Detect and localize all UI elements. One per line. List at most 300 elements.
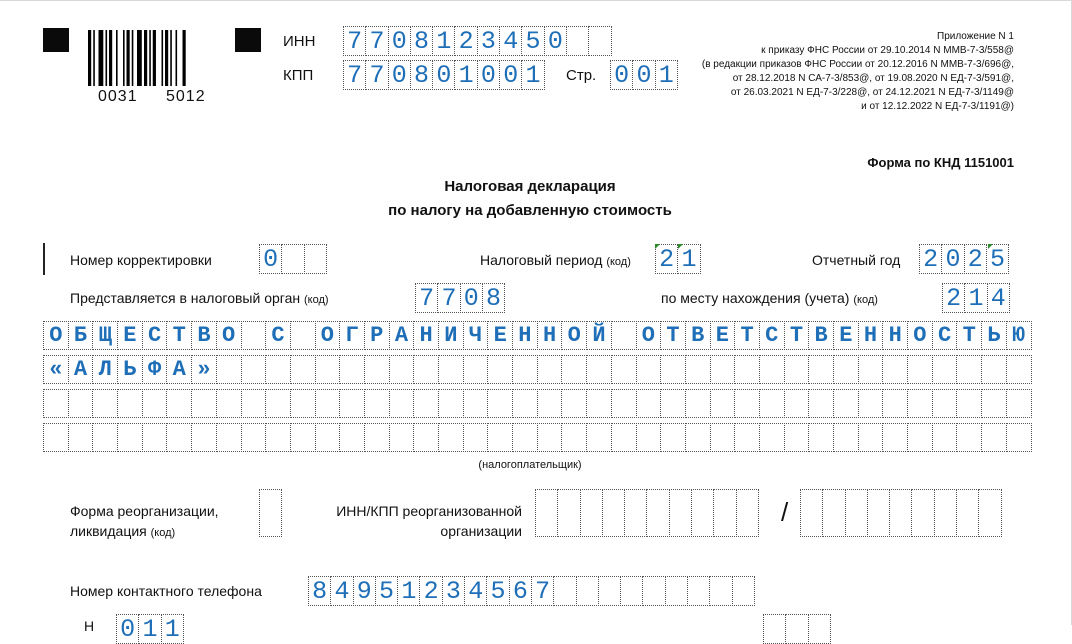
appendix-line: от 26.03.2021 N ЕД-7-3/228@, от 24.12.2021 N ЕД-7-3/1149@ bbox=[730, 87, 1014, 98]
reorg-inn-kpp-label: ИНН/КПП реорганизованной bbox=[336, 503, 522, 519]
tax-authority-label bbox=[70, 290, 329, 306]
correction-number-field[interactable] bbox=[259, 244, 326, 274]
character-cell[interactable] bbox=[602, 489, 625, 537]
character-cell[interactable] bbox=[734, 355, 760, 384]
taxpayer-name-row-1[interactable] bbox=[43, 321, 1031, 350]
tax-authority-field[interactable] bbox=[415, 283, 504, 313]
character-cell[interactable]: Н bbox=[512, 321, 538, 350]
character-cell[interactable] bbox=[800, 489, 823, 537]
character-cell[interactable] bbox=[512, 355, 538, 384]
character-cell[interactable] bbox=[736, 489, 759, 537]
character-cell[interactable] bbox=[537, 423, 563, 452]
character-cell[interactable] bbox=[665, 576, 688, 606]
character-cell[interactable]: 1 bbox=[964, 283, 987, 313]
character-cell[interactable] bbox=[882, 389, 908, 418]
character-cell[interactable] bbox=[339, 355, 365, 384]
character-cell[interactable] bbox=[364, 355, 390, 384]
character-cell[interactable]: 5 bbox=[986, 244, 1009, 274]
character-cell[interactable]: 0 bbox=[388, 60, 411, 90]
character-cell[interactable] bbox=[537, 389, 563, 418]
character-cell[interactable] bbox=[553, 576, 576, 606]
character-cell[interactable] bbox=[487, 355, 513, 384]
character-cell[interactable]: 0 bbox=[499, 60, 522, 90]
character-cell[interactable]: А bbox=[166, 355, 192, 384]
character-cell[interactable] bbox=[660, 423, 686, 452]
character-cell[interactable] bbox=[586, 423, 612, 452]
barcode-number-right: 5012 bbox=[166, 88, 206, 105]
character-cell[interactable]: Г bbox=[339, 321, 365, 350]
character-cell[interactable]: Е bbox=[833, 321, 859, 350]
character-cell[interactable] bbox=[734, 389, 760, 418]
character-cell[interactable] bbox=[241, 321, 267, 350]
character-cell[interactable]: С bbox=[265, 321, 291, 350]
character-cell[interactable] bbox=[463, 355, 489, 384]
reorg-form-field[interactable] bbox=[259, 489, 281, 537]
character-cell[interactable]: 7 bbox=[437, 283, 460, 313]
character-cell[interactable] bbox=[956, 423, 982, 452]
character-cell[interactable] bbox=[858, 389, 884, 418]
character-cell[interactable]: Й bbox=[586, 321, 612, 350]
character-cell[interactable] bbox=[598, 576, 621, 606]
character-cell[interactable] bbox=[166, 423, 192, 452]
character-cell[interactable] bbox=[759, 355, 785, 384]
character-cell[interactable] bbox=[241, 355, 267, 384]
character-cell[interactable]: В bbox=[808, 321, 834, 350]
character-cell[interactable]: Ь bbox=[981, 321, 1007, 350]
character-cell[interactable] bbox=[512, 389, 538, 418]
page-number-field[interactable] bbox=[610, 60, 677, 90]
character-cell[interactable] bbox=[784, 389, 810, 418]
character-cell[interactable] bbox=[166, 389, 192, 418]
character-cell[interactable] bbox=[808, 355, 834, 384]
character-cell[interactable]: 0 bbox=[632, 60, 655, 90]
character-cell[interactable]: С bbox=[759, 321, 785, 350]
character-cell[interactable] bbox=[566, 26, 589, 56]
character-cell[interactable] bbox=[660, 355, 686, 384]
location-label-text: по месту нахождения (учета) bbox=[661, 290, 850, 306]
character-cell[interactable]: 0 bbox=[477, 60, 500, 90]
phone-label: Номер контактного телефона bbox=[70, 583, 262, 599]
character-cell[interactable]: 8 bbox=[308, 576, 331, 606]
character-cell[interactable] bbox=[732, 576, 755, 606]
character-cell[interactable] bbox=[290, 321, 316, 350]
character-cell[interactable]: 7 bbox=[365, 60, 388, 90]
character-cell[interactable] bbox=[265, 389, 291, 418]
character-cell[interactable]: 3 bbox=[442, 576, 465, 606]
character-cell[interactable] bbox=[413, 355, 439, 384]
character-cell[interactable] bbox=[833, 423, 859, 452]
character-cell[interactable]: Л bbox=[92, 355, 118, 384]
character-cell[interactable] bbox=[882, 355, 908, 384]
character-cell[interactable]: 5 bbox=[375, 576, 398, 606]
character-cell[interactable] bbox=[911, 489, 934, 537]
character-cell[interactable]: 7 bbox=[343, 26, 366, 56]
character-cell[interactable] bbox=[1006, 423, 1032, 452]
character-cell[interactable]: 8 bbox=[410, 60, 433, 90]
character-cell[interactable]: И bbox=[438, 321, 464, 350]
character-cell[interactable] bbox=[808, 423, 834, 452]
character-cell[interactable] bbox=[845, 489, 868, 537]
character-cell[interactable] bbox=[117, 389, 143, 418]
character-cell[interactable] bbox=[785, 614, 808, 644]
character-cell[interactable] bbox=[907, 355, 933, 384]
character-cell[interactable]: 0 bbox=[388, 26, 411, 56]
character-cell[interactable] bbox=[588, 26, 611, 56]
character-cell[interactable] bbox=[487, 389, 513, 418]
character-cell[interactable] bbox=[557, 489, 580, 537]
character-cell[interactable] bbox=[586, 355, 612, 384]
character-cell[interactable] bbox=[889, 489, 912, 537]
kpp-field[interactable] bbox=[343, 60, 544, 90]
reorg-kpp-field[interactable] bbox=[800, 489, 1001, 537]
character-cell[interactable]: Ч bbox=[463, 321, 489, 350]
character-cell[interactable] bbox=[636, 389, 662, 418]
reorg-inn-kpp-label-line2: организации bbox=[440, 523, 522, 539]
character-cell[interactable]: Т bbox=[784, 321, 810, 350]
character-cell[interactable]: 0 bbox=[116, 614, 139, 644]
character-cell[interactable] bbox=[833, 389, 859, 418]
bottom-partial-field[interactable] bbox=[116, 614, 183, 644]
character-cell[interactable] bbox=[611, 355, 637, 384]
character-cell[interactable] bbox=[713, 489, 736, 537]
character-cell[interactable] bbox=[216, 355, 242, 384]
character-cell[interactable]: Е bbox=[710, 321, 736, 350]
character-cell[interactable] bbox=[932, 355, 958, 384]
character-cell[interactable]: Ь bbox=[117, 355, 143, 384]
taxpayer-caption: (налогоплательщик) bbox=[478, 459, 582, 471]
character-cell[interactable] bbox=[636, 355, 662, 384]
character-cell[interactable]: « bbox=[43, 355, 69, 384]
character-cell[interactable] bbox=[808, 614, 831, 644]
taxpayer-name-row-4[interactable] bbox=[43, 423, 1031, 452]
character-cell[interactable] bbox=[1006, 389, 1032, 418]
character-cell[interactable] bbox=[956, 355, 982, 384]
character-cell[interactable]: Н bbox=[537, 321, 563, 350]
character-cell[interactable] bbox=[191, 423, 217, 452]
character-cell[interactable]: 5 bbox=[486, 576, 509, 606]
report-year-field[interactable] bbox=[919, 244, 1008, 274]
character-cell[interactable] bbox=[956, 489, 979, 537]
alignment-marker-left bbox=[43, 28, 69, 52]
character-cell[interactable] bbox=[981, 423, 1007, 452]
character-cell[interactable]: О bbox=[216, 321, 242, 350]
alignment-marker-right bbox=[235, 28, 261, 52]
character-cell[interactable]: 9 bbox=[353, 576, 376, 606]
character-cell[interactable] bbox=[389, 355, 415, 384]
inn-field[interactable] bbox=[343, 26, 611, 56]
reorg-form-label-line2 bbox=[70, 523, 175, 539]
character-cell[interactable]: Б bbox=[68, 321, 94, 350]
character-cell[interactable] bbox=[281, 244, 304, 274]
character-cell[interactable] bbox=[265, 355, 291, 384]
appendix-line: к приказу ФНС России от 29.10.2014 N ММВ-7-3/558@ bbox=[761, 45, 1014, 56]
character-cell[interactable] bbox=[463, 389, 489, 418]
character-cell[interactable]: 2 bbox=[919, 244, 942, 274]
character-cell[interactable]: 8 bbox=[482, 283, 505, 313]
character-cell[interactable] bbox=[259, 489, 282, 537]
character-cell[interactable] bbox=[512, 423, 538, 452]
character-cell[interactable]: Ф bbox=[142, 355, 168, 384]
margin-bar bbox=[43, 243, 45, 275]
page-title: Налоговая декларация bbox=[444, 178, 616, 195]
character-cell[interactable]: 1 bbox=[432, 26, 455, 56]
character-cell[interactable] bbox=[620, 576, 643, 606]
character-cell[interactable] bbox=[92, 389, 118, 418]
character-cell[interactable] bbox=[611, 423, 637, 452]
character-cell[interactable] bbox=[685, 355, 711, 384]
character-cell[interactable]: 1 bbox=[397, 576, 420, 606]
character-cell[interactable] bbox=[561, 389, 587, 418]
character-cell[interactable] bbox=[463, 423, 489, 452]
appendix-line: Приложение N 1 bbox=[937, 31, 1014, 42]
reorg-slash: / bbox=[781, 497, 789, 527]
character-cell[interactable] bbox=[142, 389, 168, 418]
character-cell[interactable] bbox=[364, 423, 390, 452]
character-cell[interactable]: 1 bbox=[655, 60, 678, 90]
character-cell[interactable] bbox=[685, 389, 711, 418]
correction-label: Номер корректировки bbox=[70, 252, 212, 268]
barcode-number-left: 0031 bbox=[98, 88, 138, 105]
character-cell[interactable]: 1 bbox=[454, 60, 477, 90]
character-cell[interactable] bbox=[691, 489, 714, 537]
character-cell[interactable] bbox=[907, 423, 933, 452]
character-cell[interactable] bbox=[290, 355, 316, 384]
character-cell[interactable] bbox=[907, 389, 933, 418]
character-cell[interactable] bbox=[413, 423, 439, 452]
character-cell[interactable] bbox=[934, 489, 957, 537]
character-cell[interactable] bbox=[43, 423, 69, 452]
character-cell[interactable]: С bbox=[142, 321, 168, 350]
character-cell[interactable] bbox=[763, 614, 786, 644]
character-cell[interactable] bbox=[389, 389, 415, 418]
character-cell[interactable] bbox=[687, 576, 710, 606]
character-cell[interactable] bbox=[710, 355, 736, 384]
character-cell[interactable] bbox=[669, 489, 692, 537]
character-cell[interactable] bbox=[1006, 355, 1032, 384]
character-cell[interactable] bbox=[487, 423, 513, 452]
character-cell[interactable] bbox=[784, 355, 810, 384]
character-cell[interactable] bbox=[833, 355, 859, 384]
character-cell[interactable]: 3 bbox=[477, 26, 500, 56]
character-cell[interactable] bbox=[978, 489, 1001, 537]
character-cell[interactable]: В bbox=[191, 321, 217, 350]
character-cell[interactable] bbox=[882, 423, 908, 452]
inn-label: ИНН bbox=[283, 33, 316, 50]
character-cell[interactable]: Т bbox=[734, 321, 760, 350]
taxpayer-name-row-2[interactable] bbox=[43, 355, 1031, 384]
character-cell[interactable] bbox=[92, 423, 118, 452]
character-cell[interactable] bbox=[956, 389, 982, 418]
character-cell[interactable] bbox=[304, 244, 327, 274]
appendix-line: и от 12.12.2022 N ЕД-7-3/1191@) bbox=[861, 101, 1014, 112]
character-cell[interactable]: Н bbox=[858, 321, 884, 350]
character-cell[interactable]: 7 bbox=[343, 60, 366, 90]
character-cell[interactable] bbox=[216, 389, 242, 418]
character-cell[interactable]: 0 bbox=[259, 244, 282, 274]
character-cell[interactable]: 2 bbox=[454, 26, 477, 56]
tax-period-code-note: (код) bbox=[606, 256, 631, 268]
character-cell[interactable]: Ю bbox=[1006, 321, 1032, 350]
location-code-field[interactable] bbox=[942, 283, 1009, 313]
cell-marker bbox=[988, 244, 993, 249]
character-cell[interactable]: О bbox=[315, 321, 341, 350]
character-cell[interactable] bbox=[142, 423, 168, 452]
character-cell[interactable] bbox=[576, 576, 599, 606]
character-cell[interactable] bbox=[241, 423, 267, 452]
character-cell[interactable] bbox=[624, 489, 647, 537]
character-cell[interactable]: 4 bbox=[330, 576, 353, 606]
character-cell[interactable] bbox=[561, 355, 587, 384]
character-cell[interactable]: О bbox=[43, 321, 69, 350]
character-cell[interactable]: Е bbox=[487, 321, 513, 350]
character-cell[interactable] bbox=[932, 423, 958, 452]
character-cell[interactable]: С bbox=[932, 321, 958, 350]
character-cell[interactable] bbox=[636, 423, 662, 452]
character-cell[interactable] bbox=[535, 489, 558, 537]
character-cell[interactable] bbox=[265, 423, 291, 452]
character-cell[interactable] bbox=[68, 423, 94, 452]
appendix-line: от 28.12.2018 N СА-7-3/853@, от 19.08.2020 N ЕД-7-3/591@, bbox=[732, 73, 1014, 84]
character-cell[interactable] bbox=[315, 389, 341, 418]
character-cell[interactable] bbox=[537, 355, 563, 384]
character-cell[interactable]: 0 bbox=[460, 283, 483, 313]
character-cell[interactable] bbox=[759, 389, 785, 418]
character-cell[interactable] bbox=[68, 389, 94, 418]
character-cell[interactable]: 8 bbox=[410, 26, 433, 56]
character-cell[interactable] bbox=[784, 423, 810, 452]
character-cell[interactable] bbox=[710, 389, 736, 418]
character-cell[interactable] bbox=[438, 389, 464, 418]
cell-marker bbox=[655, 244, 660, 249]
character-cell[interactable]: Н bbox=[413, 321, 439, 350]
character-cell[interactable]: А bbox=[389, 321, 415, 350]
tax-authority-label-text: Представляется в налоговый орган bbox=[70, 290, 301, 306]
character-cell[interactable] bbox=[646, 489, 669, 537]
character-cell[interactable] bbox=[586, 389, 612, 418]
barcode-icon bbox=[88, 30, 218, 92]
character-cell[interactable] bbox=[389, 423, 415, 452]
character-cell[interactable] bbox=[867, 489, 890, 537]
character-cell[interactable] bbox=[981, 389, 1007, 418]
character-cell[interactable]: Т bbox=[166, 321, 192, 350]
character-cell[interactable] bbox=[438, 423, 464, 452]
character-cell[interactable]: 1 bbox=[138, 614, 161, 644]
character-cell[interactable] bbox=[759, 423, 785, 452]
character-cell[interactable]: 4 bbox=[987, 283, 1010, 313]
taxpayer-name-row-3[interactable] bbox=[43, 389, 1031, 418]
character-cell[interactable] bbox=[808, 389, 834, 418]
character-cell[interactable] bbox=[611, 321, 637, 350]
character-cell[interactable] bbox=[660, 389, 686, 418]
character-cell[interactable]: О bbox=[907, 321, 933, 350]
character-cell[interactable] bbox=[981, 355, 1007, 384]
character-cell[interactable]: 0 bbox=[432, 60, 455, 90]
character-cell[interactable] bbox=[932, 389, 958, 418]
character-cell[interactable]: 7 bbox=[531, 576, 554, 606]
character-cell[interactable]: В bbox=[685, 321, 711, 350]
character-cell[interactable] bbox=[709, 576, 732, 606]
character-cell[interactable]: 2 bbox=[942, 283, 965, 313]
character-cell[interactable]: 2 bbox=[419, 576, 442, 606]
character-cell[interactable] bbox=[315, 423, 341, 452]
reorg-inn-field[interactable] bbox=[535, 489, 758, 537]
page-label: Стр. bbox=[566, 67, 597, 84]
cell-marker bbox=[678, 244, 683, 249]
character-cell[interactable]: Т bbox=[956, 321, 982, 350]
character-cell[interactable]: 6 bbox=[509, 576, 532, 606]
character-cell[interactable] bbox=[561, 423, 587, 452]
character-cell[interactable]: А bbox=[68, 355, 94, 384]
character-cell[interactable]: Н bbox=[882, 321, 908, 350]
character-cell[interactable] bbox=[413, 389, 439, 418]
character-cell[interactable] bbox=[191, 389, 217, 418]
character-cell[interactable] bbox=[822, 489, 845, 537]
character-cell[interactable] bbox=[339, 389, 365, 418]
character-cell[interactable] bbox=[339, 423, 365, 452]
character-cell[interactable] bbox=[858, 423, 884, 452]
character-cell[interactable] bbox=[216, 423, 242, 452]
character-cell[interactable]: 0 bbox=[610, 60, 633, 90]
character-cell[interactable] bbox=[241, 389, 267, 418]
character-cell[interactable] bbox=[710, 423, 736, 452]
character-cell[interactable] bbox=[734, 423, 760, 452]
character-cell[interactable]: 2 bbox=[964, 244, 987, 274]
appendix-note bbox=[702, 30, 1014, 114]
character-cell[interactable]: О bbox=[561, 321, 587, 350]
character-cell[interactable]: 7 bbox=[415, 283, 438, 313]
character-cell[interactable]: 1 bbox=[161, 614, 184, 644]
bottom-right-field[interactable] bbox=[763, 614, 830, 644]
character-cell[interactable]: 1 bbox=[677, 244, 700, 274]
character-cell[interactable]: » bbox=[191, 355, 217, 384]
character-cell[interactable] bbox=[117, 423, 143, 452]
character-cell[interactable] bbox=[580, 489, 603, 537]
reorg-form-label-text: ликвидация bbox=[70, 523, 147, 539]
report-year-label: Отчетный год bbox=[812, 252, 901, 268]
character-cell[interactable]: 0 bbox=[544, 26, 567, 56]
tax-period-label bbox=[480, 252, 631, 268]
character-cell[interactable] bbox=[364, 389, 390, 418]
character-cell[interactable] bbox=[685, 423, 711, 452]
location-label bbox=[661, 290, 878, 306]
character-cell[interactable] bbox=[642, 576, 665, 606]
character-cell[interactable]: Щ bbox=[92, 321, 118, 350]
character-cell[interactable]: Р bbox=[364, 321, 390, 350]
phone-field[interactable] bbox=[308, 576, 754, 606]
character-cell[interactable]: Е bbox=[117, 321, 143, 350]
tax-authority-code-note: (код) bbox=[303, 294, 329, 306]
character-cell[interactable] bbox=[290, 423, 316, 452]
character-cell[interactable] bbox=[43, 389, 69, 418]
character-cell[interactable] bbox=[611, 389, 637, 418]
character-cell[interactable]: 0 bbox=[941, 244, 964, 274]
character-cell[interactable] bbox=[290, 389, 316, 418]
kpp-label: КПП bbox=[283, 67, 314, 84]
character-cell[interactable] bbox=[858, 355, 884, 384]
character-cell[interactable]: О bbox=[636, 321, 662, 350]
character-cell[interactable]: Т bbox=[660, 321, 686, 350]
form-code: Форма по КНД 1151001 bbox=[867, 155, 1014, 170]
character-cell[interactable]: 7 bbox=[365, 26, 388, 56]
character-cell[interactable]: 2 bbox=[655, 244, 678, 274]
character-cell[interactable]: 1 bbox=[521, 60, 544, 90]
character-cell[interactable]: 5 bbox=[521, 26, 544, 56]
character-cell[interactable]: 4 bbox=[464, 576, 487, 606]
character-cell[interactable] bbox=[438, 355, 464, 384]
character-cell[interactable] bbox=[315, 355, 341, 384]
character-cell[interactable]: 4 bbox=[499, 26, 522, 56]
reorg-form-code-note: (код) bbox=[150, 527, 176, 539]
